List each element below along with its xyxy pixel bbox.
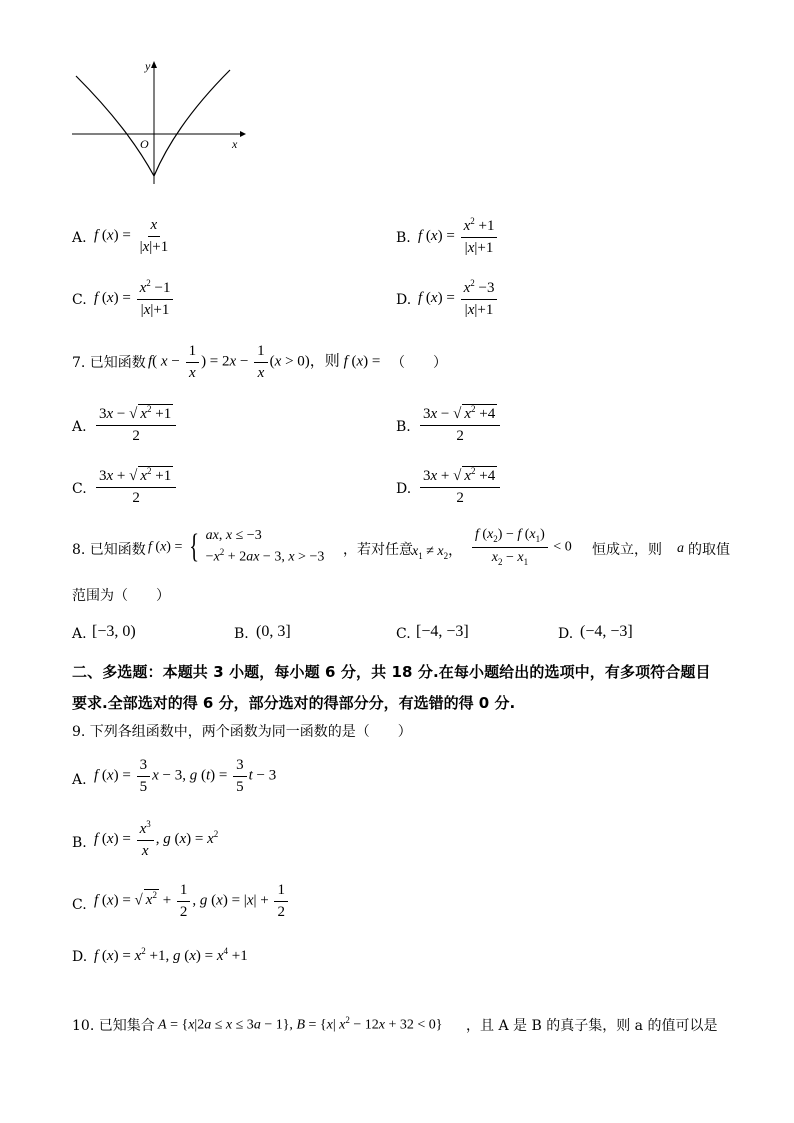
curve-right <box>154 70 230 176</box>
q10-tail: ，且 A 是 B 的真子集，则 a 的值可以是 <box>466 1018 718 1034</box>
q7-option-c-label: C. <box>72 481 87 497</box>
q9-option-c-formula: f (x) = √ $x^2$ + $\frac{1}{2}$ , g (x) = |x| + $\frac{1}{2}$ <box>94 882 290 920</box>
q8-line2: 范围为（ ） <box>72 588 170 604</box>
q7-option-b-label: B. <box>396 419 411 435</box>
q8-stem: 8. 已知函数 <box>72 542 146 558</box>
q8-option-a: [−3, 0) <box>92 623 136 640</box>
q6-option-d-formula: f (x) = $\frac{x^2 -3}{|x|+1}$ <box>418 279 499 318</box>
q9-option-d-formula: f $(x) = x^2 +1$, g $(x) = x^4 +1$ <box>94 946 248 964</box>
q8-difference-quotient: $\frac{f (x_2) - f (x_1)}{x_2 - x_1}$ < 0 <box>470 527 572 567</box>
q6-option-a-label: A. <box>72 230 87 246</box>
q8-option-b: (0, 3] <box>256 623 291 640</box>
q7-option-d-formula: $\frac{3x + √ x^2 +4}{2}$ <box>418 466 502 506</box>
q8-option-b-label: B. <box>234 626 249 642</box>
q8-piecewise: f (x) = { ax, x ≤ −3 $-x^2 + 2ax - 3$, x > −3 <box>148 528 325 566</box>
y-label: y <box>145 59 151 73</box>
q6-option-b-label: B. <box>396 230 411 246</box>
y-axis-arrow <box>151 61 157 68</box>
q8-mid2: 恒成立，则 <box>592 542 662 558</box>
q9-option-b-formula: f (x) = $\frac{x^3}{x}$ , g $(x) = x^2$ <box>94 819 219 859</box>
q6-option-d-label: D. <box>396 292 412 308</box>
section-2-heading-line1: 二、多选题：本题共 3 小题，每小题 6 分，共 18 分.在每小题给出的选项中，有多项符合题目 <box>72 663 711 681</box>
q8-var-a: a <box>677 541 684 556</box>
q7-option-c-formula: $\frac{3x + √ x^2 +1}{2}$ <box>94 466 178 506</box>
q9-option-a-formula: f (x) = $\frac{3}{5}$ x − 3, g (t) = $\frac{3}{5}$ t − 3 <box>94 757 277 795</box>
q9-stem: 9. 下列各组函数中，两个函数为同一函数的是（ ） <box>72 724 412 740</box>
q8-option-c-label: C. <box>396 626 411 642</box>
q9-option-a-label: A. <box>72 772 87 788</box>
q9-option-b-label: B. <box>72 835 87 851</box>
q8-option-c: [−4, −3] <box>416 623 469 640</box>
function-graph <box>68 58 248 188</box>
q10-stem: 10. 已知集合 <box>72 1018 155 1034</box>
q7-tail: （ ） <box>391 355 447 371</box>
q7-stem: 7. 已知函数 <box>72 355 146 371</box>
q7-option-a-label: A. <box>72 419 87 435</box>
q8-mid: ，若对任意 <box>343 542 413 558</box>
q7-option-b-formula: $\frac{3x - √ x^2 +4}{2}$ <box>418 404 502 444</box>
curve-left <box>76 76 154 176</box>
q8-tail: 的取值 <box>688 542 730 558</box>
q8-option-d-label: D. <box>558 626 574 642</box>
q7-equation: f( x − $\frac{1}{x}$ ) = 2x − $\frac{1}{x}$ (x > 0)，则 f (x) = <box>148 343 381 381</box>
x-axis-arrow <box>240 131 246 137</box>
q7-option-a-formula: $\frac{3x - √ x^2 +1}{2}$ <box>94 404 178 444</box>
q6-option-a-formula: f (x) = $\frac{x}{|x|+1}$ <box>94 217 169 255</box>
q7-option-d-label: D. <box>396 481 412 497</box>
q10-sets: A = {x|2a ≤ x ≤ 3a − 1}, B = {x| $x^2 - 12x + 32 < 0$} <box>158 1015 443 1033</box>
q8-condition-x: $x_1 \ne x_2$， <box>412 544 463 561</box>
q8-option-a-label: A. <box>72 626 87 642</box>
section-2-heading-line2: 要求.全部选对的得 6 分，部分选对的得部分分，有选错的得 0 分. <box>72 694 516 712</box>
origin-label: O <box>140 137 149 151</box>
q9-option-c-label: C. <box>72 897 87 913</box>
x-label: x <box>232 137 238 151</box>
q8-option-d: (−4, −3] <box>580 623 633 640</box>
q9-option-d-label: D. <box>72 949 88 965</box>
q6-option-b-formula: f (x) = $\frac{x^2 +1}{|x|+1}$ <box>418 217 499 256</box>
q6-option-c-formula: f (x) = $\frac{x^2 -1}{|x|+1}$ <box>94 279 175 318</box>
q6-option-c-label: C. <box>72 292 87 308</box>
